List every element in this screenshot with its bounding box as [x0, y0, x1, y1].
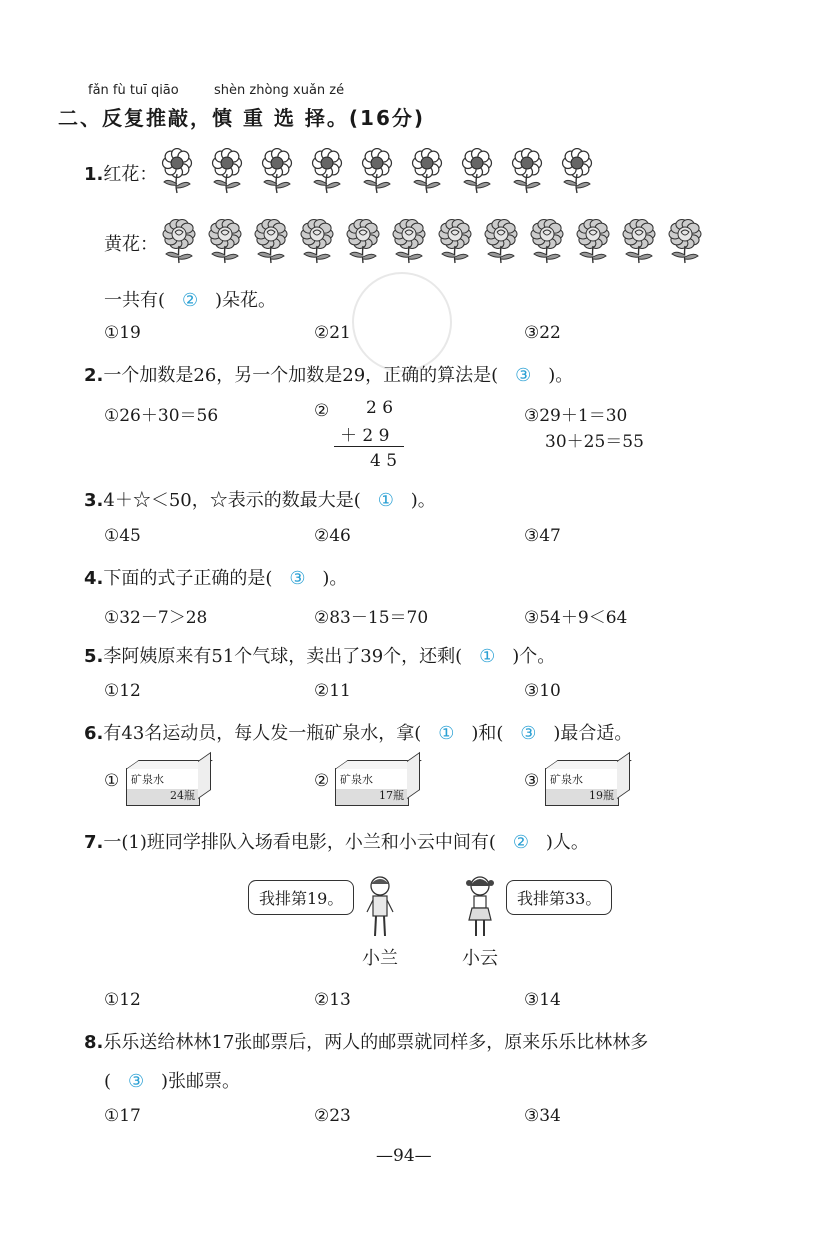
red-flower-icon: [156, 148, 198, 194]
red-flower-icon: [456, 148, 498, 194]
water-box-2: [335, 768, 409, 806]
q2-option-1: ①26＋30＝56: [104, 406, 219, 426]
q2-number: 2.: [84, 365, 104, 386]
yellow-flower-icon: [528, 218, 566, 264]
q3-text-after: )。: [410, 490, 436, 511]
water-box-3: [545, 768, 619, 806]
q6-answer-2: ③: [520, 723, 537, 744]
q7-question: [84, 828, 589, 854]
speech-bubble-left: 我排第19。: [248, 880, 354, 915]
q5-option-3: ③10: [524, 681, 561, 701]
section-title: 二、反复推敲，慎 重 选 择。(16分): [58, 106, 426, 130]
q6-number: 6.: [84, 723, 104, 744]
q1-option-1: ①19: [104, 323, 141, 343]
q8-line-1: [84, 1028, 648, 1054]
red-flower-icon: [256, 148, 298, 194]
q7-text-before: 一(1)班同学排队入场看电影，小兰和小云中间有(: [103, 832, 496, 853]
yellow-flower-icon: [436, 218, 474, 264]
q7-option-2: ②13: [314, 990, 351, 1010]
pinyin-line-1: fǎn fù tuī qiāo: [88, 83, 179, 98]
q8-line-2: [104, 1067, 240, 1093]
q3-answer: ①: [377, 490, 394, 511]
q4-option-3: ③54＋9＜64: [524, 608, 628, 628]
page-number: —94—: [376, 1146, 432, 1166]
name-xiaolan: 小兰: [362, 948, 398, 969]
yellow-flower-icon: [666, 218, 704, 264]
q7-number: 7.: [84, 832, 104, 853]
red-flower-icon: [206, 148, 248, 194]
yellow-flower-icon: [206, 218, 244, 264]
q6-text-before: 有43名运动员，每人发一瓶矿泉水，拿(: [103, 723, 422, 744]
q5-option-1: ①12: [104, 681, 141, 701]
q4-question: [84, 564, 347, 590]
q1-option-2: ②21: [314, 323, 351, 343]
q3-number: 3.: [84, 490, 104, 511]
box-label: 矿泉水: [131, 773, 164, 786]
yellow-flower-icon: [160, 218, 198, 264]
q6-mark-1: ①: [104, 771, 120, 791]
q2-option-3-line1: ③29＋1＝30: [524, 406, 628, 426]
q5-option-2: ②11: [314, 681, 351, 701]
q6-mark-3: ③: [524, 771, 540, 791]
q6-answer-1: ①: [438, 723, 455, 744]
q1-red-row: [84, 160, 157, 186]
box-count: 19瓶: [589, 789, 614, 802]
q4-option-2: ②83－15＝70: [314, 608, 429, 628]
q3-option-3: ③47: [524, 526, 561, 546]
red-flower-icon: [356, 148, 398, 194]
q5-text-before: 李阿姨原来有51个气球，卖出了39个，还剩(: [103, 646, 463, 667]
q1-option-3: ③22: [524, 323, 561, 343]
q8-text-after: )张邮票。: [161, 1071, 241, 1092]
q8-option-3: ③34: [524, 1106, 561, 1126]
box-count: 24瓶: [170, 789, 195, 802]
red-flower-icon: [556, 148, 598, 194]
box-side: [617, 752, 630, 799]
q8-answer: ③: [127, 1071, 145, 1092]
box-label: 矿泉水: [550, 773, 583, 786]
girl-xiaolan-figure: [362, 874, 398, 942]
q1-text-before: 一共有(: [104, 290, 166, 311]
q2-option-3-line2: 30＋25＝55: [545, 432, 644, 452]
q5-question: [84, 642, 555, 668]
q4-text-before: 下面的式子正确的是(: [103, 568, 273, 589]
q8-number: 8.: [84, 1032, 104, 1053]
q6-question: [84, 719, 632, 745]
box-label: 矿泉水: [340, 773, 373, 786]
q2-option-2-mark: ②: [314, 401, 330, 421]
q4-number: 4.: [84, 568, 104, 589]
q3-option-2: ②46: [314, 526, 351, 546]
q1-text-after: )朵花。: [215, 290, 277, 311]
q5-answer: ①: [479, 646, 496, 667]
q7-option-1: ①12: [104, 990, 141, 1010]
red-flower-icon: [406, 148, 448, 194]
q6-text-after: )最合适。: [553, 723, 633, 744]
q2-vertical-result: 4 5: [370, 451, 398, 471]
red-flower-icon: [306, 148, 348, 194]
q8-option-1: ①17: [104, 1106, 141, 1126]
q7-text-after: )人。: [545, 832, 589, 853]
yellow-flower-icon: [390, 218, 428, 264]
box-side: [198, 752, 211, 799]
q5-number: 5.: [84, 646, 104, 667]
q1-answer: ②: [181, 290, 199, 311]
q8-option-2: ②23: [314, 1106, 351, 1126]
red-flowers: [156, 148, 598, 194]
q7-option-3: ③14: [524, 990, 561, 1010]
q4-text-after: )。: [322, 568, 348, 589]
q2-vertical-top: 2 6: [366, 398, 394, 418]
q1-number: 1.: [84, 164, 104, 185]
red-flower-icon: [506, 148, 548, 194]
q4-answer: ③: [289, 568, 306, 589]
yellow-flower-icon: [252, 218, 290, 264]
yellow-flower-icon: [574, 218, 612, 264]
q2-vertical-mid: ＋ 2 9: [340, 426, 390, 446]
q3-question: [84, 486, 436, 512]
q6-text-mid: )和(: [471, 723, 504, 744]
water-box-1: [126, 768, 200, 806]
yellow-flowers: [160, 218, 704, 264]
q2-answer: ③: [515, 365, 532, 386]
speech-bubble-right: 我排第33。: [506, 880, 612, 915]
yellow-flower-icon: [482, 218, 520, 264]
q1-red-label: 红花：: [103, 164, 158, 185]
name-xiaoyun: 小云: [462, 948, 498, 969]
q2-vertical-line: [334, 446, 404, 447]
q2-text-after: )。: [548, 365, 574, 386]
box-count: 17瓶: [379, 789, 404, 802]
q3-option-1: ①45: [104, 526, 141, 546]
yellow-flower-icon: [298, 218, 336, 264]
q7-answer: ②: [512, 832, 529, 853]
pinyin-line-2: shèn zhòng xuǎn zé: [214, 83, 345, 98]
q1-yellow-label: 黄花：: [104, 234, 158, 255]
q8-line1-text: 乐乐送给林林17张邮票后，两人的邮票就同样多，原来乐乐比林林多: [103, 1032, 649, 1053]
q2-question: [84, 361, 573, 387]
q5-text-after: )个。: [512, 646, 556, 667]
q3-text-before: 4＋☆＜50，☆表示的数最大是(: [103, 490, 361, 511]
yellow-flower-icon: [620, 218, 658, 264]
q2-text-before: 一个加数是26，另一个加数是29，正确的算法是(: [103, 365, 499, 386]
q8-text-before: (: [104, 1071, 112, 1092]
q4-option-1: ①32－7＞28: [104, 608, 208, 628]
q1-question: [104, 286, 276, 312]
girl-xiaoyun-figure: [462, 874, 498, 942]
yellow-flower-icon: [344, 218, 382, 264]
q6-mark-2: ②: [314, 771, 330, 791]
box-side: [407, 752, 420, 799]
